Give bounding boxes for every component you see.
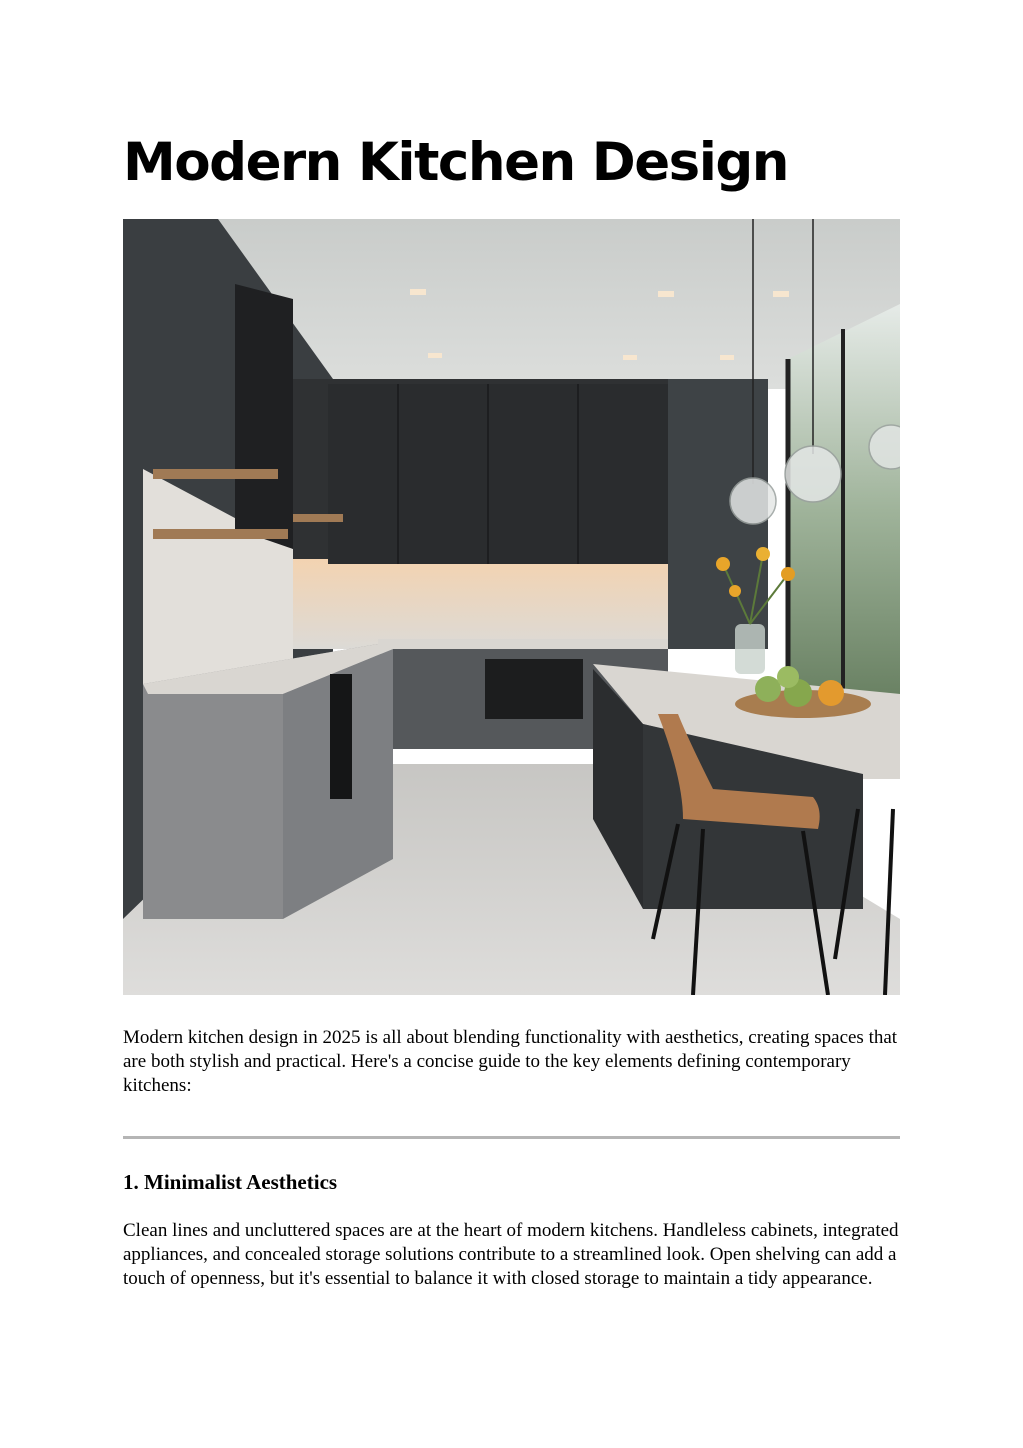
section-divider xyxy=(123,1136,900,1139)
section-body: Clean lines and uncluttered spaces are at the heart of modern kitchens. Handleless cabinets, integrated appliances, and concealed storage solutions contribute to a streamlined look. Open shelving can add a touch of openness, but it's essential to balance it with closed storage to maintain a tidy appearance. xyxy=(123,1220,899,1289)
intro-paragraph: Modern kitchen design in 2025 is all about blending functionality with aesthetics, creating spaces that are both stylish and practical. Here's a concise guide to the key elements defining contemporary kitchens: xyxy=(123,1027,898,1096)
kitchen-photo xyxy=(123,219,900,995)
page-title: Modern Kitchen Design xyxy=(123,132,789,193)
section-heading: 1. Minimalist Aesthetics xyxy=(123,1170,338,1194)
